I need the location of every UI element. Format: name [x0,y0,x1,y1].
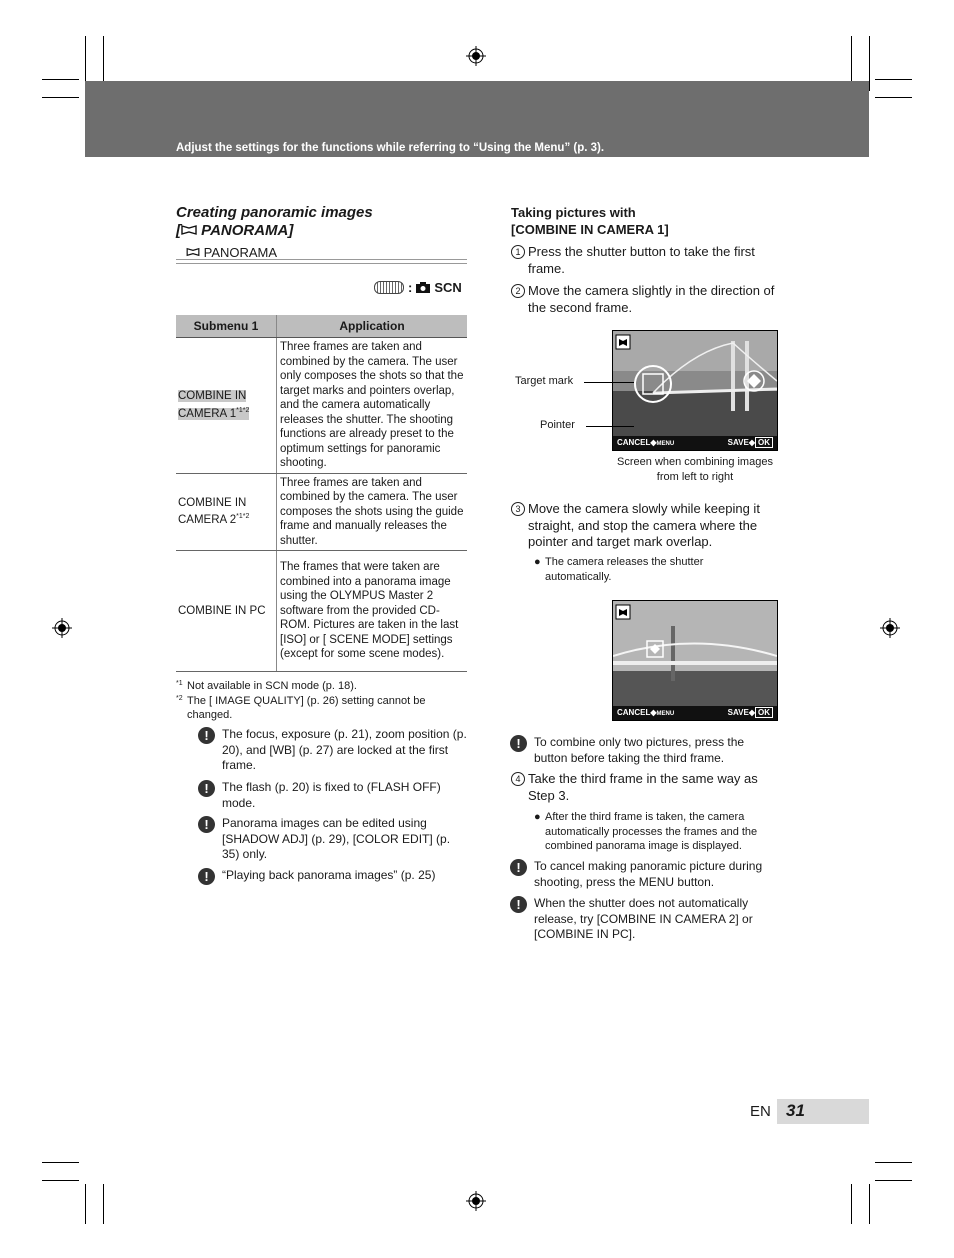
camera-screen [612,330,778,451]
note: ! The focus, exposure (p. 21), zoom position (p. 20), and [WB] (p. 27) are locked at the first frame. [198,727,468,774]
crop-mark [869,1184,870,1224]
crop-mark [42,1180,79,1181]
step: 1 Press the shutter button to take the first frame. [511,244,781,277]
crop-mark [869,36,870,91]
table-row [176,473,467,551]
divider [176,259,467,264]
camera-screen [612,600,778,721]
crop-mark [875,79,912,80]
crop-mark [875,97,912,98]
bridge-photo [613,331,777,436]
screen-caption: Screen when combining images from left to right [617,456,773,483]
application-desc: Three frames are taken and combined by the camera. The user composes the shots using the guide frame and manually releases the shutter. [277,473,468,551]
callout-label: Pointer [540,419,575,431]
screen-bottom-bar: CANCEL◆MENU SAVE◆ OK [613,436,777,450]
panorama-icon [181,224,197,236]
crop-mark [42,79,79,80]
callout-line [584,382,634,383]
table-header-row [176,315,467,338]
table-row [176,338,467,474]
submenu-table [176,315,467,672]
header-instruction: Adjust the settings for the functions while referring to “Using the Menu” (p. 3). [176,142,605,154]
crop-mark [875,1162,912,1163]
crop-mark [875,1180,912,1181]
camera-icon [416,282,430,293]
submenu-name: COMBINE IN PC [176,551,277,672]
registration-mark-icon [466,46,486,66]
caution-icon: ! [198,727,215,744]
application-desc: The frames that were taken are combined into a panorama image using the OLYMPUS Master 2 software from the provided CD-ROM. Pictures are taken in the last [ISO] or [ SCENE MODE] settings (except for some scene modes). [277,551,468,672]
registration-mark-icon [880,618,900,638]
step: 3 Move the camera slowly while keeping it straight, and stop the camera where the pointer and target mark overlap. [511,501,781,551]
column-header: Submenu 1 [176,315,277,338]
bullet-item: ● The camera releases the shutter automatically. [534,556,704,583]
column-header: Application [277,315,468,338]
crop-mark [42,97,79,98]
mode-indicator: : SCN [374,280,462,295]
step: 4 Take the third frame in the same way as Step 3. [511,771,776,804]
crop-mark [851,1184,852,1224]
note: ! To combine only two pictures, press the button before taking the third frame. [510,735,775,766]
crop-mark [103,1184,104,1224]
screen-bottom-bar: CANCEL◆MENU SAVE◆ OK [613,706,777,720]
caution-icon: ! [510,735,527,752]
subsection-heading: Taking pictures with [COMBINE IN CAMERA 1] [511,205,669,237]
note: ! Panorama images can be edited using [SHADOW ADJ] (p. 29), [COLOR EDIT] (p. 35) only. [198,816,468,863]
application-desc: Three frames are taken and combined by the camera. The user only composes the shots so that the target marks and pointers overlap, and the camera automatically releases the shutter. The shooting functions are already preset to the optimum settings for panoramic shooting. [277,338,468,474]
caution-icon: ! [198,780,215,797]
caution-icon: ! [198,816,215,833]
note: ! When the shutter does not automatically release, try [COMBINE IN CAMERA 2] or [COMBINE IN PC]. [510,896,775,943]
section-title: Creating panoramic images [ PANORAMA] [176,204,373,239]
registration-mark-icon [52,618,72,638]
footnote: *2 The [ IMAGE QUALITY] (p. 26) setting cannot be changed. [176,695,426,721]
menu-path: PANORAMA [186,245,277,260]
registration-mark-icon [466,1191,486,1211]
footnote: *1 Not available in SCN mode (p. 18). [176,680,357,692]
crop-mark [85,1184,86,1224]
note: ! The flash (p. 20) is fixed to (FLASH OFF) mode. [198,780,468,811]
step: 2 Move the camera slightly in the direction of the second frame. [511,283,781,316]
bullet-item: ● After the third frame is taken, the camera automatically processes the frames and the combined panorama image is displayed. [534,811,758,852]
page-number: 31 [786,1101,805,1120]
mode-dial-icon [374,281,404,294]
crop-mark [42,1162,79,1163]
caution-icon: ! [510,859,527,876]
note: ! “Playing back panorama images” (p. 25) [198,868,468,884]
submenu-name: COMBINE IN CAMERA $2^{*1*2}$ [176,473,277,551]
callout-line [586,426,634,427]
caution-icon: ! [510,896,527,913]
callout-label: Target mark [515,375,574,387]
bridge-photo [613,601,777,706]
caution-icon: ! [198,868,215,885]
table-row [176,551,467,672]
panorama-icon [186,247,200,257]
language-label: EN [750,1103,771,1120]
note: ! To cancel making panoramic picture during shooting, press the MENU button. [510,859,775,890]
submenu-name: COMBINE IN CAMERA $1^{*1*2}$ [178,390,250,420]
